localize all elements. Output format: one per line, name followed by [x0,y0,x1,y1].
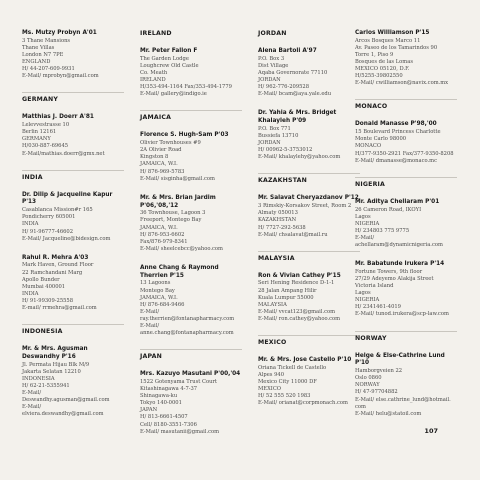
directory-entry [22,346,124,418]
entry-line: Berlin 12161 [22,129,57,136]
entry-line: H/ 234803 775 9775 [355,227,410,234]
entry-line: 3 Thane Mansions [22,37,71,44]
entry-line: Torre 1, Piso 9 [355,51,394,58]
entry-line: 13 Lagoons [140,280,171,287]
entry-line: 3 Rimskiy-Korsakov Street, Room 2 [258,203,352,210]
column-1 [22,30,124,430]
column-3 [258,30,360,419]
entry-line: E-Mail/ helu@statoil.com [355,410,422,417]
entry-line: H/ 91-96777-46602 [22,228,74,235]
entry-line: 26 Cameron Road, IKOYI [355,206,422,213]
entry-line: H/ 91-99309-25558 [22,297,74,304]
directory-entry [140,195,242,253]
entry-line: Jakarta Selatan 12210 [22,368,81,375]
entry-line: JORDAN [258,77,281,84]
entry-line: MALAYSIA [258,301,287,308]
entry-name: Alena Bartoli A'97 [258,48,317,54]
entry-line: JAMAICA, W.I. [140,294,178,301]
country-heading: NORWAY [355,331,457,342]
country-heading: KAZAKHSTAN [258,173,360,184]
entry-name: Mr. & Mrs. Agusman Deswandhy P'16 [22,346,88,360]
entry-line: Mumbai 400001 [22,283,66,290]
entry-name: Carlos Williamson P'15 [355,30,430,36]
country-heading: MONACO [355,99,457,110]
entry-line: JORDAN [258,140,281,147]
entry-line: E-Mail/ else.cathrine_lund@hotmail. [355,396,451,403]
entry-name: Dr. Yahia & Mrs. Bridget Khalayleh P'09 [258,110,337,125]
entry-line: E-Mail/ masutanii@gmail.com [140,428,220,435]
entry-line: 36 Townhouse, Lagoon 3 [140,210,206,217]
entry-line: Av. Paseo de los Tamarindos 90 [355,44,438,51]
entry-line: H/ 876-953-6602 [140,231,185,238]
entry-line: Monte Carlo 98000 [355,136,407,143]
entry-line: H/ 62-21-5355941 [22,383,70,390]
entry-line: H/ 7727-292-5638 [258,224,306,231]
entry-line: E-Mail/ [140,308,160,315]
entry-line: H/5255-39802550 [355,73,403,80]
entry-name: Helge & Else-Cathrine Lund P'10 [355,352,445,367]
entry-line: E-Mail/ sisginha@gmail.com [140,175,215,182]
entry-line: H/ 2341461-4019 [355,304,401,311]
entry-line: Bussiefa 13710 [258,133,299,140]
entry-line: E-Mail/ orianat@corpmonach.com [258,400,348,407]
entry-line: H/ 00962-5-3753012 [258,147,313,154]
entry-line: London N7 7PE [22,51,64,58]
entry-line: Aqaba Governorate 77110 [258,69,328,76]
entry-line: Freeport, Montego Bay [140,217,202,224]
entry-line: H/353-494-1164 Fax/353-494-1779 [140,84,232,91]
entry-name: Ron & Vivian Cathey P'15 [258,272,341,279]
entry-line: MEXICO 05120, D.F. [355,66,410,73]
entry-line: Fax/876-979-8341 [140,238,188,245]
entry-line: Loughcrew Old Castle [140,62,199,69]
entry-line: achellaram@dynamicnigeria.com [355,241,443,248]
directory-entry [140,265,242,337]
entry-line: elviera.deswandhy@gmail.com [22,411,104,418]
entry-line: NORWAY [355,382,380,389]
column-4 [355,30,457,430]
entry-line: Lagos [355,290,371,297]
entry-line: 22 Ramchandani Marg [22,269,83,276]
entry-line: E-Mail/ tunod.irukera@scp-law.com [355,311,449,318]
entry-line: ray.therrien@fontanapharmacy.com [140,315,235,322]
entry-line: Lelevvestrasse 10 [22,122,70,129]
entry-line: Casablanca Mission#r 165 [22,207,93,214]
entry-line: Lagos [355,213,371,220]
directory-entry [355,353,457,418]
entry-line: Tokyo 140-0001 [140,400,182,407]
entry-line: Almaty 050013 [258,210,298,217]
entry-line: 2A Olivier Road [140,147,182,154]
country-heading: MALAYSIA [258,251,360,262]
entry-line: Montego Bay [140,287,175,294]
entry-line: E-Mail/ sheelcebcc@yahoo.com [140,245,223,252]
entry-line: E-Mail/ cwilliamson@navix.com.mx [355,80,449,87]
directory-entry [140,371,242,436]
country-heading: JORDAN [258,30,287,37]
entry-name: Mr. Peter Fallon F [140,48,198,54]
directory-entry [258,48,360,98]
entry-line: E-Mail/ chsalavat@mail.ru [258,231,328,238]
directory-entry [22,192,124,243]
entry-line: Olivier Townhouses #9 [140,140,201,147]
directory-entry [22,255,124,312]
entry-line: Oriana Tickell de Castello [258,364,327,371]
country-heading: GERMANY [22,92,124,103]
entry-line: The Garden Lodge [140,55,189,62]
entry-line: E-Mail/mathias.doerr@gmx.net [22,150,105,157]
entry-line: H/030-887-69645 [22,143,69,150]
entry-line: Arcos Bosques Marco 11 [355,37,421,44]
country-heading: JAMAICA [140,110,242,121]
entry-line: Jl. Permata Hijau Blk M/9 [22,361,90,368]
entry-line: P.O. Box 771 [258,125,291,132]
entry-line: E-Mail/ khalaylehy@yahoo.com [258,154,341,161]
page-number: 107 [424,427,438,435]
directory-entry [355,30,457,87]
entry-line: E-Mail/ vvcat123@gmail.com [258,308,336,315]
entry-name: Donald Manasse P'98,'00 [355,121,437,128]
directory-entry [140,48,242,98]
entry-name: Mr. & Mrs. Brian Jardim P'06,'08,'12 [140,194,216,209]
entry-line: E-mail/ rrmehra@gmail.com [22,305,97,312]
entry-line: 15 Boulevard Princess Charlotte [355,129,441,136]
entry-name: Anne Chang & Raymond Therrien P'15 [140,264,219,279]
entry-line: INDONESIA [22,375,55,382]
entry-line: Thane Villas [22,44,55,51]
entry-line: H/ 52 555 520 1983 [258,393,311,400]
entry-line: NIGERIA [355,297,380,304]
entry-line: Oslo 0860 [355,375,382,382]
entry-line: H/ 962-776-209528 [258,84,310,91]
entry-line: E-Mail/ dmanasse@monaco.mc [355,157,437,164]
entry-line: H/ 44-207-609-9931 [22,66,75,73]
entry-name: Rahul R. Mehra A'03 [22,254,89,261]
entry-line: H/ 47-97704882 [355,389,398,396]
entry-line: P.O. Box 3 [258,55,285,62]
entry-name: Mr. Aditya Chellaram P'01 [355,198,440,205]
directory-entry [355,261,457,318]
entry-line: KAZAKHSTAN [258,217,297,224]
entry-name: Mr. Babatunde Irukera P'14 [355,261,445,268]
entry-name: Mr. Salavat Cheryazdanov P'12 [258,195,359,202]
directory-entry [22,30,124,80]
entry-line: Seri Hening Residence D-1-1 [258,280,335,287]
entry-line: 27/29 Adeyemo Alakija Street [355,275,434,282]
directory-entry [355,199,457,249]
entry-line: ENGLAND [22,59,51,66]
entry-line: anne.chang@fontanapharmacy.com [140,330,234,337]
entry-line: IRELAND [140,77,166,84]
entry-line: Victoria Island [355,283,394,290]
entry-line: Kingston 8 [140,154,169,161]
entry-name: Florence S. Hugh-Sam P'03 [140,132,229,139]
country-heading: MEXICO [258,335,360,346]
entry-line: H/ 813-6661-4507 [140,414,188,421]
entry-line: JAPAN [140,407,158,414]
entry-line: Deswandhy.agusman@gmail.com [22,397,110,404]
entry-line: 1522 Gotenyama Trust Court [140,379,217,386]
entry-line: Shinagawa-ku [140,393,178,400]
directory-entry [258,110,360,161]
entry-line: E-Mail/ Jacqueline@bidesign.com [22,235,111,242]
country-heading: IRELAND [140,30,172,37]
entry-line: 28 Jalan Ampang Hilir [258,287,317,294]
entry-line: E-Mail/ [140,323,160,330]
entry-line: INDIA [22,221,39,228]
country-heading: INDONESIA [22,324,124,335]
entry-name: Ms. Mutzy Probyn A'01 [22,30,97,36]
entry-line: Kitashinagawa 4-7-37 [140,386,198,393]
entry-name: Matthias J. Doerr A'81 [22,114,94,121]
directory-entry [258,195,360,238]
entry-line: E-Mail/ [355,234,375,241]
entry-line: E-Mail/ [22,404,42,411]
entry-line: JAMAICA, W.I. [140,224,178,231]
entry-line: JAMAICA, W.I. [140,161,178,168]
entry-line: Hamborgveien 22 [355,368,403,375]
entry-line: Cell/ 8180-3551-7306 [140,421,197,428]
entry-line: H/ 876-969-5783 [140,168,185,175]
entry-line: Mexico City 11000 DF [258,379,317,386]
entry-line: Co. Meath [140,69,168,76]
entry-line: E-Mail/ bcam@aya.yale.edu [258,91,332,98]
entry-line: H/377-9350-2921 Fax/377-9350-8208 [355,150,454,157]
entry-line: Apollo Bunder [22,276,60,283]
entry-line: Kuala Lumpur 55000 [258,294,314,301]
entry-line: NIGERIA [355,220,380,227]
entry-line: E-Mail/ ron.cathey@yahoo.com [258,315,341,322]
entry-line: Dist Village [258,62,289,69]
entry-line: E-Mail/ [22,390,42,397]
entry-line: Mark Haven, Ground Floor [22,262,94,269]
column-2 [140,30,242,448]
directory-entry [140,132,242,182]
entry-line: com [355,403,366,410]
entry-line: INDIA [22,290,39,297]
directory-entry [258,273,360,323]
entry-line: H/ 876-684-9466 [140,301,185,308]
entry-name: Dr. Dilip & Jacqueline Kapur P'13 [22,191,113,206]
entry-line: GERMANY [22,136,51,143]
entry-line: MEXICO [258,386,282,393]
entry-line: Bosques de las Lomas [355,59,413,66]
directory-entry [355,121,457,164]
entry-line: Alpes 940 [258,371,285,378]
directory-entry [258,357,360,407]
directory-entry [22,114,124,157]
entry-name: Mr. & Mrs. Jose Castello P'10 [258,357,352,364]
country-heading: JAPAN [140,349,242,360]
country-heading: NIGERIA [355,177,457,188]
entry-line: E-Mail/ mprobyn@gmail.com [22,73,99,80]
country-heading: INDIA [22,170,124,181]
entry-line: Pondicherry 605001 [22,214,76,221]
entry-line: Fortune Towers, 9th floor [355,268,423,275]
entry-name: Mrs. Kazuyo Masutani P'00,'04 [140,371,241,378]
entry-line: E-Mail/ gallery@indigo.ie [140,91,207,98]
entry-line: MONACO [355,143,382,150]
